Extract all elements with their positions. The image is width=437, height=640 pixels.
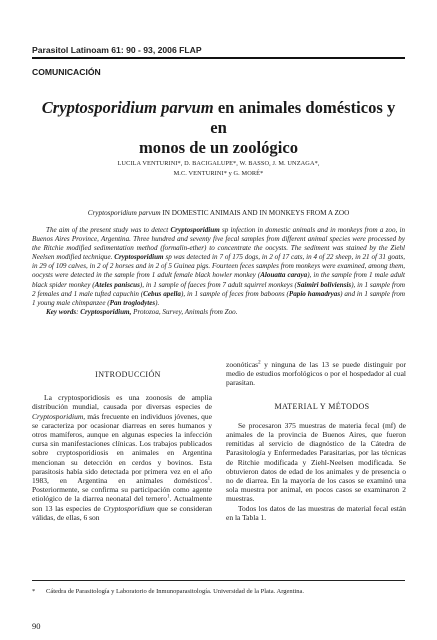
abstract-bold: Cryptosporidium [170,226,220,234]
keywords-label: Key words [46,307,77,316]
header-rule [32,57,405,59]
abstract-bold: Papio hamadryas [288,289,341,298]
intro-italic: Cryptosporidium [103,503,155,513]
keywords-bold: Cryptosporidium, [80,307,132,316]
journal-header: Parasitol Latinoam 61: 90 - 93, 2006 FLAP [32,45,202,55]
right-column [226,360,406,522]
abstract-text: ) and in 1 sample from 1 young male chimpanzee ( [32,289,405,307]
methods-paragraph-1: Se procesaron 375 muestras de materia fecal (mf) de animales de la provincia de Buenos Aires, que fueron remitidas al servicio de diagnóstico de la Cátedra de Parasitología y Enfermedades Parasitarias, por las técnicas de Ritchie modificada y Ziehl-Neelsen modificada. Se obtuvieron datos de edad de los animales y de presencia o no de diarrea. En la mayoría de los casos se examinó una sola muestra por animal, en pocos casos se examinaron 2 muestras. [226,420,406,504]
abstract-text: sp was detected in 7 of 175 dogs, in 2 of 17 cats, in 4 of 22 sheep, in 21 of 31 goats, in 29 of 109 calves, in 2 of 2 horses and in 2 of 5 Guinea pigs. Fourteen feces samples from monkeys were examined, among them, oocysts were detected in the sample from 1 adult female black howler monkey ( [32,253,406,280]
english-title [32,209,405,217]
abstract-bold: Saimiri boliviensis [296,280,352,289]
citation-sup: 1 [207,476,211,482]
authors [40,159,397,178]
title-italic-part: Cryptosporidium parvum [41,98,214,117]
abstract-paragraph [32,226,405,308]
intro-text: y ninguna de las 13 se puede distinguir por medio de estudios morfológicos o por el hospedador al cual parasitan. [226,360,406,388]
keywords-sep: : [76,307,81,316]
title-line1-rest: en animales domésticos y en [210,98,396,137]
keywords [32,308,405,317]
abstract-bold: Cebus apella [143,289,181,298]
abstract-text: sp infection in domestic animals and in monkeys from a zoo, in Buenos Aires Province, Argentina. Three hundred and seventy five fecal samples from different animal species were processed by the Ritchie modified sedimentation method (formalin-ether) to concentrate the oocysts. The sediment was stained by the Ziehl Neelsen modified technique. [32,226,405,262]
section-label: COMUNICACIÓN [32,67,101,77]
footnote-rule [32,580,405,581]
abstract-bold: Cryptosporidium [114,253,164,262]
article-title [40,98,397,158]
abstract-bold: Pan troglodytes [109,298,156,307]
keywords-rest: Protozoa, Survey, Animals from Zoo. [131,307,238,316]
abstract-text: ), in 1 sample of faeces from 7 adult squirrel monkeys ( [139,280,297,289]
authors-line1: LUCILA VENTURINI*, D. BACIGALUPE*, W. BASSO, J. M. UNZAGA*, [117,160,320,167]
abstract-text: ), in 1 sample from 2 females and 1 male tufted capuchin ( [32,280,405,298]
intro-text: zoonóticas [226,360,259,369]
title-line2: monos de un zoológico [138,138,299,157]
page-number: 90 [32,621,41,631]
intro-text: . Actualmente son 13 las especies de [32,494,212,513]
methods-heading: MATERIAL Y MÉTODOS [274,401,370,411]
intro-continuation [226,360,406,388]
abstract-text: The aim of the present study was to detect [46,226,171,234]
intro-text: . Posteriormente, se confirma su participación como agente etiológico de la diarrea neonatal del ternero [32,476,212,504]
intro-text: que se consideran válidas, de ellas, 6 son [32,503,212,522]
citation-sup: 2 [258,360,261,366]
abstract-text: ). [155,298,160,307]
footnote-mark: * [32,588,36,595]
footnote-text: Cátedra de Parasitología y Laboratorio de Inmunoparasitología. Universidad de la Plata. Argentina. [46,588,305,595]
abstract-text: ), in the sample from 1 male adult black spider monkey ( [32,271,405,289]
intro-text: La cryptosporidiosis es una zoonosis de amplia distribución mundial, causada por diversas especies de [32,393,212,412]
authors-line2: M.C. VENTURINI* y G. MORÉ* [173,169,264,177]
footnote [32,588,405,595]
abstract-text: ), in 1 sample of feces from baboons ( [180,289,289,298]
intro-italic: Cryptosporidium, [32,411,86,421]
methods-paragraph-2: Todos los datos de las muestras de material fecal están en la Tabla 1. [226,503,406,522]
intro-heading: INTRODUCCIÓN [95,370,161,379]
intro-text: más frecuente en individuos jóvenes, que se caracteriza por ocasionar diarreas en seres humanos y otros mamíferos, aunque en algunas especies la infección cursa sin manifestaciones clínicas. Los trabajos publicados sobre cryptosporidiosis en animales en Argentina mencionan su detección en cerdos y bovinos. Esta parasitosis había sido detectada por primera vez en el año 1983, en Argentina en animales domésticos [32,411,212,486]
intro-column [32,360,212,522]
english-title-italic: Cryptosporidium parvum [87,209,161,217]
intro-paragraph [32,393,212,522]
abstract-bold: Alouatta caraya [260,271,308,280]
abstract [32,226,405,317]
citation-sup: 1 [167,494,170,500]
abstract-bold: Ateles paniscus [94,280,140,289]
english-title-rest: IN DOMESTIC ANIMAIS AND IN MONKEYS FROM A ZOO [160,209,350,217]
